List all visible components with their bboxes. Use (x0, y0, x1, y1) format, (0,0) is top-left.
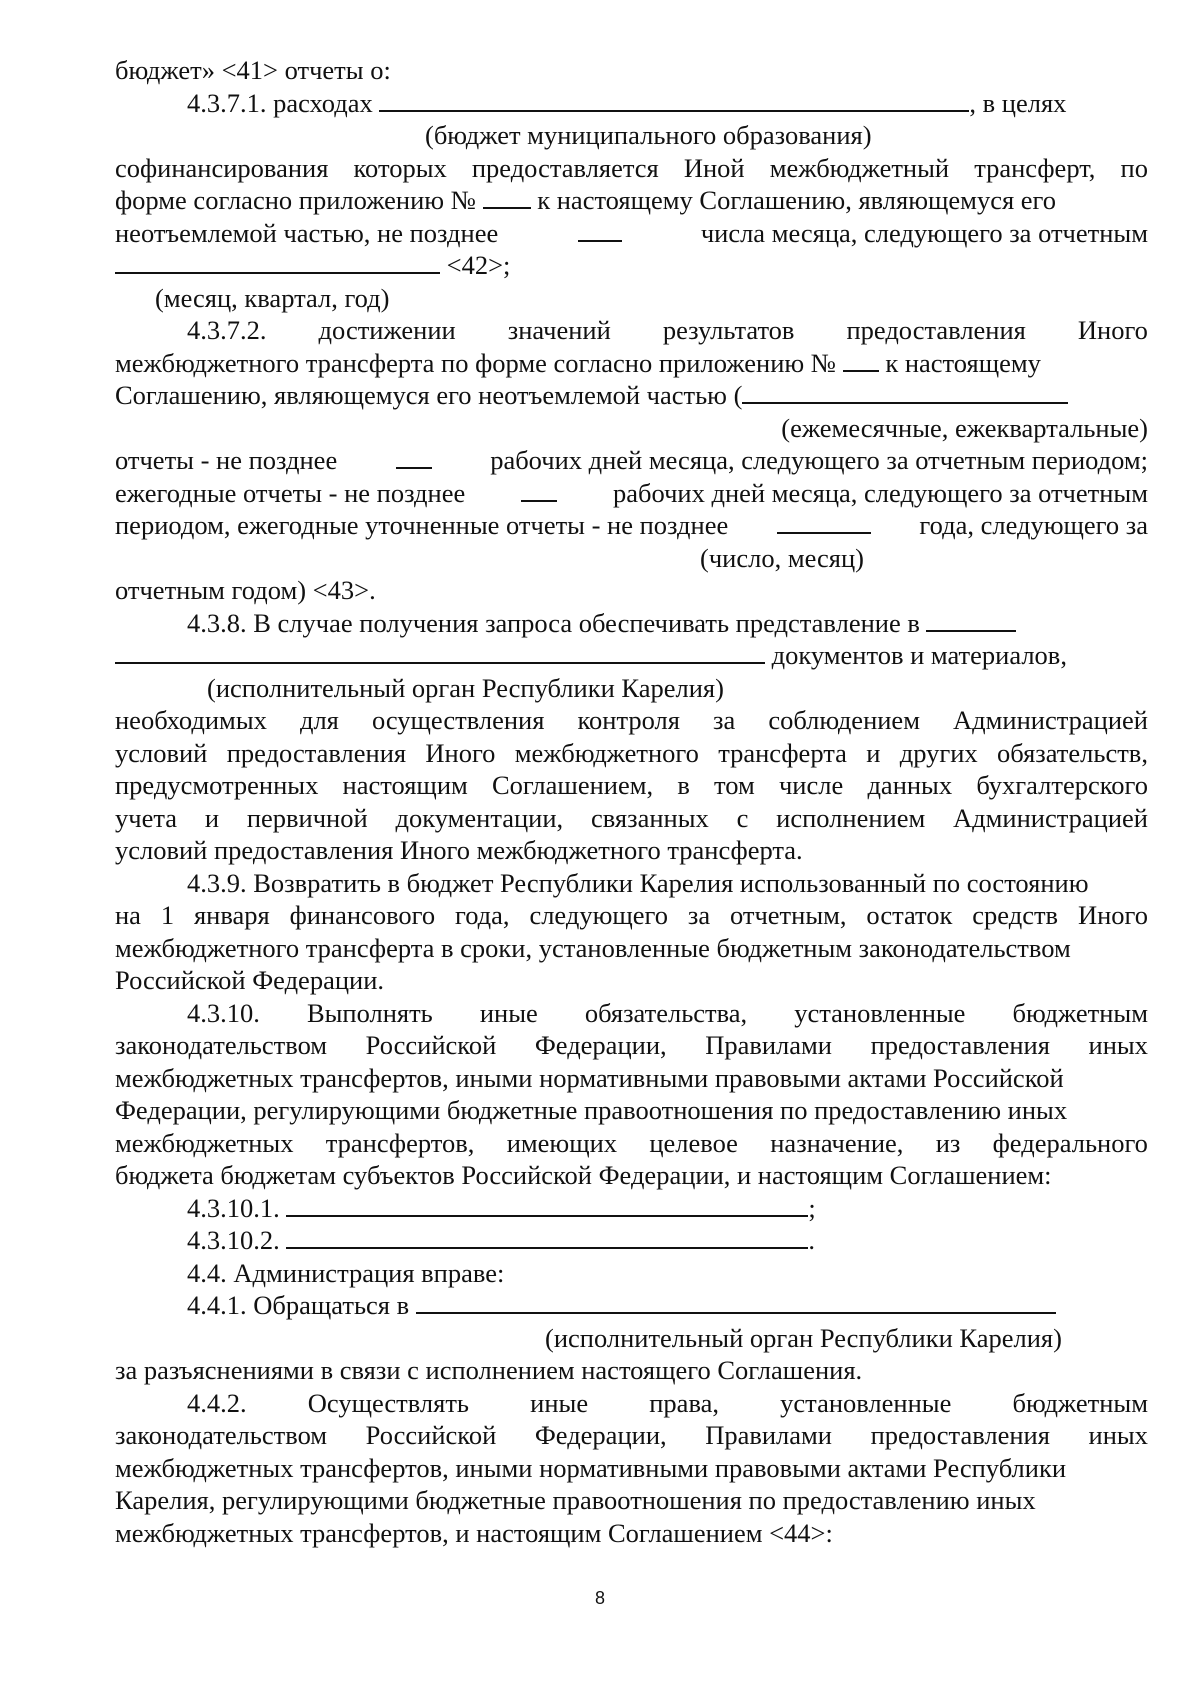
text-line: условий предоставления Иного межбюджетного трансферта и других обязательств, (115, 737, 1148, 768)
text-line: Соглашению, являющемуся его неотъемлемой частью ( (115, 379, 1148, 412)
blank-underline (115, 249, 440, 274)
text-line: 4.3.7.2. достижении значений результатов предоставления Иного (187, 315, 1148, 345)
text-line: Карелия, регулирующими бюджетные правоотношения по предоставлению иных (115, 1485, 1036, 1515)
text-line: 4.3.10.2. . (187, 1225, 815, 1255)
blank-underline (115, 639, 765, 664)
text-line: предусмотренных настоящим Соглашением, в том числе данных бухгалтерского (115, 770, 1148, 800)
text-line: отчетным годом) <43>. (115, 575, 376, 605)
blank-underline (926, 607, 1016, 632)
blank-underline (379, 87, 969, 112)
text-line: межбюджетных трансфертов, имеющих целевое назначение, из федерального (115, 1127, 1148, 1158)
blank-underline (742, 379, 1068, 404)
text-line: 4.3.10.1. ; (187, 1192, 816, 1223)
text-line: 4.4. Администрация вправе: (187, 1257, 505, 1288)
text-line: межбюджетных трансфертов, иными нормативными правовыми актами Российской (115, 1062, 1064, 1093)
page-number: 8 (594, 1588, 605, 1608)
text-line: бюджета бюджетам субъектов Российской Федерации, и настоящим Соглашением: (115, 1160, 1052, 1190)
field-caption: (месяц, квартал, год) (155, 282, 390, 313)
text-line: межбюджетного трансферта по форме согласно приложению № к настоящему (115, 347, 1041, 378)
text-line: межбюджетного трансферта в сроки, установленные бюджетным законодательством (115, 932, 1071, 963)
text-line: Российской Федерации. (115, 965, 384, 995)
text-line: Федерации, регулирующими бюджетные правоотношения по предоставлению иных (115, 1095, 1068, 1125)
text-line: неотъемлемой частью, не позднее числа месяца, следующего за отчетным (115, 217, 1148, 248)
text-line: законодательством Российской Федерации, Правилами предоставления иных (115, 1030, 1148, 1060)
text-line: необходимых для осуществления контроля за соблюдением Администрацией (115, 705, 1148, 735)
blank-underline (396, 444, 432, 469)
field-caption: (исполнительный орган Республики Карелия) (207, 672, 724, 703)
blank-underline (286, 1192, 808, 1217)
text-line: межбюджетных трансфертов, иными нормативными правовыми актами Республики (115, 1452, 1066, 1483)
text-line: учета и первичной документации, связанных с исполнением Администрацией (115, 802, 1148, 833)
text-line: законодательством Российской Федерации, Правилами предоставления иных (115, 1420, 1148, 1450)
text-line: межбюджетных трансфертов, и настоящим Соглашением <44>: (115, 1517, 833, 1548)
field-caption: (исполнительный орган Республики Карелия) (545, 1322, 1062, 1353)
text-line: 4.3.8. В случае получения запроса обеспечивать представление в (115, 607, 1148, 640)
field-caption: (число, месяц) (700, 542, 864, 573)
text-line: отчеты - не позднее рабочих дней месяца, следующего за отчетным периодом; (115, 445, 1148, 475)
text-line: 4.3.9. Возвратить в бюджет Республики Карелия использованный по состоянию (187, 867, 1089, 898)
document-page (115, 54, 1148, 1549)
field-caption: (ежемесячные, ежеквартальные) (781, 412, 1148, 443)
text-line: документов и материалов, (115, 639, 1148, 672)
text-line: форме согласно приложению № к настоящему Соглашению, являющемуся его (115, 185, 1056, 215)
text-line: ежегодные отчеты - не позднее рабочих дней месяца, следующего за отчетным (115, 477, 1148, 508)
text-line: бюджет» <41> отчеты о: (115, 55, 391, 85)
text-line: софинансирования которых предоставляется Иной межбюджетный трансферт, по (115, 152, 1148, 183)
text-line: 4.3.7.1. расходах , в целях (187, 87, 1067, 118)
text-line: 4.3.10. Выполнять иные обязательства, установленные бюджетным (187, 997, 1148, 1028)
text-line: периодом, ежегодные уточненные отчеты - не позднее года, следующего за (115, 510, 1148, 540)
text-line: 4.4.1. Обращаться в (115, 1289, 1148, 1322)
blank-underline (777, 509, 871, 534)
blank-underline (286, 1224, 808, 1249)
field-caption: (бюджет муниципального образования) (425, 120, 872, 150)
text-line: на 1 января финансового года, следующего за отчетным, остаток средств Иного (115, 900, 1148, 930)
blank-underline (416, 1289, 1056, 1314)
blank-underline (578, 217, 622, 242)
blank-underline (843, 347, 879, 372)
blank-underline (521, 477, 557, 502)
text-line: 4.4.2. Осуществлять иные права, установленные бюджетным (187, 1387, 1148, 1418)
text-line: за разъяснениями в связи с исполнением настоящего Соглашения. (115, 1355, 863, 1385)
text-line: <42>; (115, 249, 1148, 282)
blank-underline (483, 184, 531, 209)
text-line: условий предоставления Иного межбюджетного трансферта. (115, 835, 803, 865)
